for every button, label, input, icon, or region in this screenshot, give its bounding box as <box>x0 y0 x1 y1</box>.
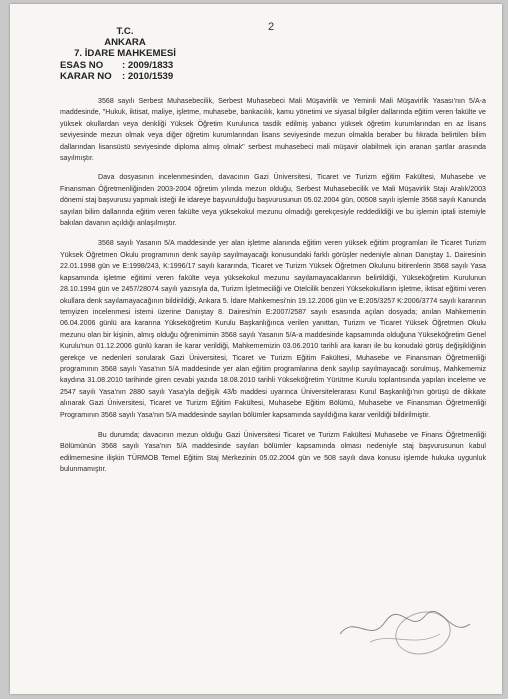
signature-scribble <box>330 604 480 654</box>
karar-row <box>60 71 190 82</box>
karar-value: : 2010/1539 <box>122 70 174 82</box>
header-country: T.C. <box>116 26 134 37</box>
header-city: ANKARA <box>104 37 146 49</box>
paragraph-4: Bu durumda; davacının mezun olduğu Gazi Üniversitesi Ticaret ve Turizm Fakültesi Muhasebe ve Finans Öğretmenliği Bölümünün 3568 sayılı Yasa'nın 5/A maddesinde sayılan bölümler kapsamında olması nedeniyle staj başvurusunun kabul edilmemesine ilişkin TÜRMOB Temel Eğitim Staj Merkezinin 05.02.2004 gün ve 508 sayılı dava konusu işlemde hukuka uygunluk bulunmamıştır. <box>60 431 486 474</box>
document-body <box>60 96 486 485</box>
header-court: 7. İDARE MAHKEMESİ <box>74 48 176 60</box>
esas-row <box>60 60 190 71</box>
document-page <box>10 4 502 694</box>
paragraph-3: 3568 sayılı Yasanın 5/A maddesinde yer alan işletme alanında eğitim veren yüksek eğitim programları ile Ticaret Turizm Yüksek Öğretmen Okulu programının denk sayılıp sayılmayacağı konusundaki farklı görüşler nedeniyle alınan Danıştay 1. Dairesinin 22.01.1998 gün ve E:1998/243, K:1996/17 sayılı kararında, Ticaret ve Turizm Yüksek Öğretmen Okulunu bitirenlerin 3568 sayılı Yasa kapsamında işletme eğitimi veren fakülte veya yüksekokul mezunu sayılamayacaklarının belirtildiği, Yükseköğretim Kurulunun 28.10.1994 gün ve 2457/28074 sayılı yazısıyla da, Turizm İşletmeciliği ve Otelcilik benzeri Yüksekokulların işletme, iktisat eğitimi veren okullara denk sayılamayacağının bildirildiği, Ankara 5. İdare Mahkemesi'nin 19.12.2006 gün ve E:205/3257 K:2006/3774 sayılı kararının temyizen incelenmesi istemi üzerine Danıştay 8. Dairesi'nin E:2007/2587 sayılı esasında açılan dosyada; anılan Mahkemenin 06.04.2006 günlü ara kararına Yükseköğretim Kurulu Başkanlığınca verilen yanıttan, Turizm ve Ticaret Yüksek Öğretmen Okulu mezunu olan bir kişinin, almış olduğu öğrenimimin 3568 sayılı Yasanın 5/A-a maddesinde kapsamında olduğuna Yükseköğretim Genel Kurulu'nun 01.12.2006 günlü kararı ile karar verildiği, Mahkememizin 03.06.2010 tarihli ara kararı ile bu konudaki görüş değişikliğinin gerekçe ve nedenleri sorularak Gazi Üniversitesi, Ticaret ve Turizm Eğitim Fakültesi, Muhasebe ve Finansman Öğretmenliği programının 3568 sayılı Yasa'nın 5/A maddesinde yer alan eğitim programlarına denk sayılıp sayılmayacağı sorulmuş, Mahkememiz kaydına 31.08.2010 tarihinde giren cevabi yazıda 18.08.2010 tarihli Yükseköğretim Yürütme Kurulu toplantısında yapılan inceleme ve 2547 sayılı Yasa'nın 2880 sayılı Yasa'yla değişik 43/b maddesi uyarınca Üniversitelerarası Kurul Başkanlığı'nın görüşü de dikkate alınarak Gazi Üniversitesi, Ticaret ve Turizm Eğitim Fakültesi, Muhasebe Eğitim Bölümü, Muhasebe ve Finansman Öğretmenliği Programının 3568 sayılı Yasa'nın 5/A maddesinde sayılan bölümler kapsamında sayıldığına karar verildiği bildirilmiştir. <box>60 240 486 419</box>
court-header <box>60 26 190 82</box>
esas-label: ESAS NO <box>60 59 104 71</box>
page-number: 2 <box>268 21 275 33</box>
karar-label: KARAR NO <box>60 70 112 82</box>
paragraph-1: 3568 sayılı Serbest Muhasebecilik, Serbest Muhasebeci Mali Müşavirlik ve Yeminli Mali Müşavirlik Yasası'nın 5/A-a maddesinde, "Hukuk, iktisat, maliye, işletme, muhasebe, bankacılık, kamu yönetimi ve siyasal bilgiler dallarında eğitim veren fakülte ve yüksek okullardan veya denkliği Yüksek Öğretim Kurulunca tasdik edilmiş yabancı yüksek öğretim kurumlarından en az lisans seviyesinde mezun olmak veya diğer öğretim kurumlarından lisans seviyesinde mezun olmakla beraber bu fıkrada belirtilen bilim dallarından lisansüstü seviyesinde diploma almış olmak" serbest muhasebeci mali müşavir olabilmek için aranan şartlar arasında sayılmıştır. <box>60 98 486 163</box>
esas-value: : 2009/1833 <box>122 59 174 71</box>
paragraph-2: Dava dosyasının incelenmesinden, davacının Gazi Üniversitesi, Ticaret ve Turizm eğitim Fakültesi, Muhasebe ve Finansman Öğretmenliğinden 2003-2004 öğretim yılında mezun olduğu, Serbest Muhasebecilik ve Mali Müşavirlik Stajı Aralık/2003 dönemi staj başvurusu yapmak isteği ile idareye başvurulduğu başvurusunun 05.02.2004 gün, 00508 sayılı işlemle 3568 sayılı Kanunda sayılan bilim dallarında eğitim veren fakülte veya yüksekokul mezunu olmadığı gerekçesiyle reddedildiği ve bu işlemin iptali istemiyle bakılan davanın açıldığı anlaşılmıştır. <box>60 174 486 228</box>
